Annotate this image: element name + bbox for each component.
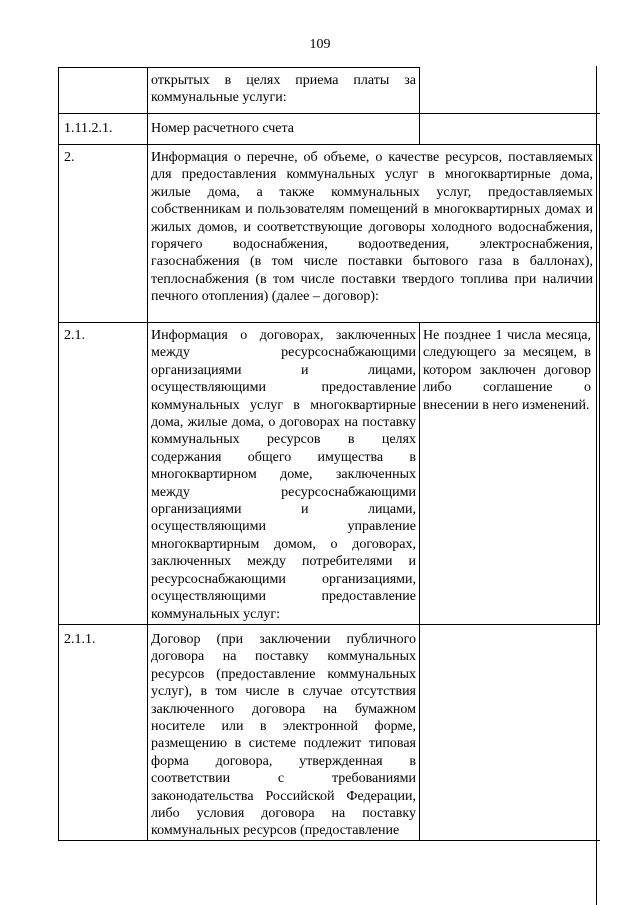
row-text: Договор (при заключении публичного договора на поставку коммунальных ресурсов (предоставление коммунальных услуг), в том числе в случае отсутствия заключенного договора на бумажном носителе или в электронной форме, размещению в системе подлежит типовая форма договора, утвержденная в соответствии с требованиями законодательства Российской Федерации, либо условия договора на поставку коммунальных ресурсов (предоставление bbox=[148, 625, 420, 841]
empty-cell bbox=[420, 625, 600, 841]
row-number: 2.1.1. bbox=[59, 625, 148, 841]
row-deadline: Не позднее 1 числа месяца, следующего за месяцем, в котором заключен договор либо соглашение о внесении в него изменений. bbox=[420, 323, 600, 625]
table-row bbox=[59, 68, 600, 114]
empty-cell bbox=[420, 114, 600, 145]
row-number: 2. bbox=[59, 145, 148, 323]
row-text: Информация о перечне, об объеме, о качестве ресурсов, поставляемых для предоставления коммунальных услуг в многоквартирные дома, жилые дома, а также коммунальных услуг, предоставляемых собственникам и пользователям помещений в многоквартирных домах и жилых домов, и соответствующие договоры холодного водоснабжения, горячего водоснабжения, водоотведения, электроснабжения, газоснабжения (в том числе поставки бытового газа в баллонах), теплоснабжения (в том числе поставки твердого топлива при наличии печного отопления) (далее – договор): bbox=[148, 145, 600, 323]
row-number: 1.11.2.1. bbox=[59, 114, 148, 145]
table-row bbox=[59, 114, 600, 145]
row-text: открытых в целях приема платы за коммунальные услуги: bbox=[148, 68, 420, 114]
table-row bbox=[59, 145, 600, 323]
row-number: 2.1. bbox=[59, 323, 148, 625]
document-table bbox=[58, 67, 600, 841]
row-text: Номер расчетного счета bbox=[148, 114, 420, 145]
empty-cell bbox=[420, 68, 600, 114]
table-row bbox=[59, 625, 600, 841]
row-number bbox=[59, 68, 148, 114]
row-text: Информация о договорах, заключенных между ресурсоснабжающими организациями и лицами, осуществляющими предоставление коммунальных услуг в многоквартирные дома, жилые дома, о договорах на поставку коммунальных ресурсов в целях содержания общего имущества в многоквартирном доме, заключенных между ресурсоснабжающими организациями и лицами, осуществляющими управление многоквартирным домом, о договорах, заключенных между потребителями и ресурсоснабжающими организациями, осуществляющими предоставление коммунальных услуг: bbox=[148, 323, 420, 625]
table-row bbox=[59, 323, 600, 625]
page-number: 109 bbox=[309, 37, 331, 52]
